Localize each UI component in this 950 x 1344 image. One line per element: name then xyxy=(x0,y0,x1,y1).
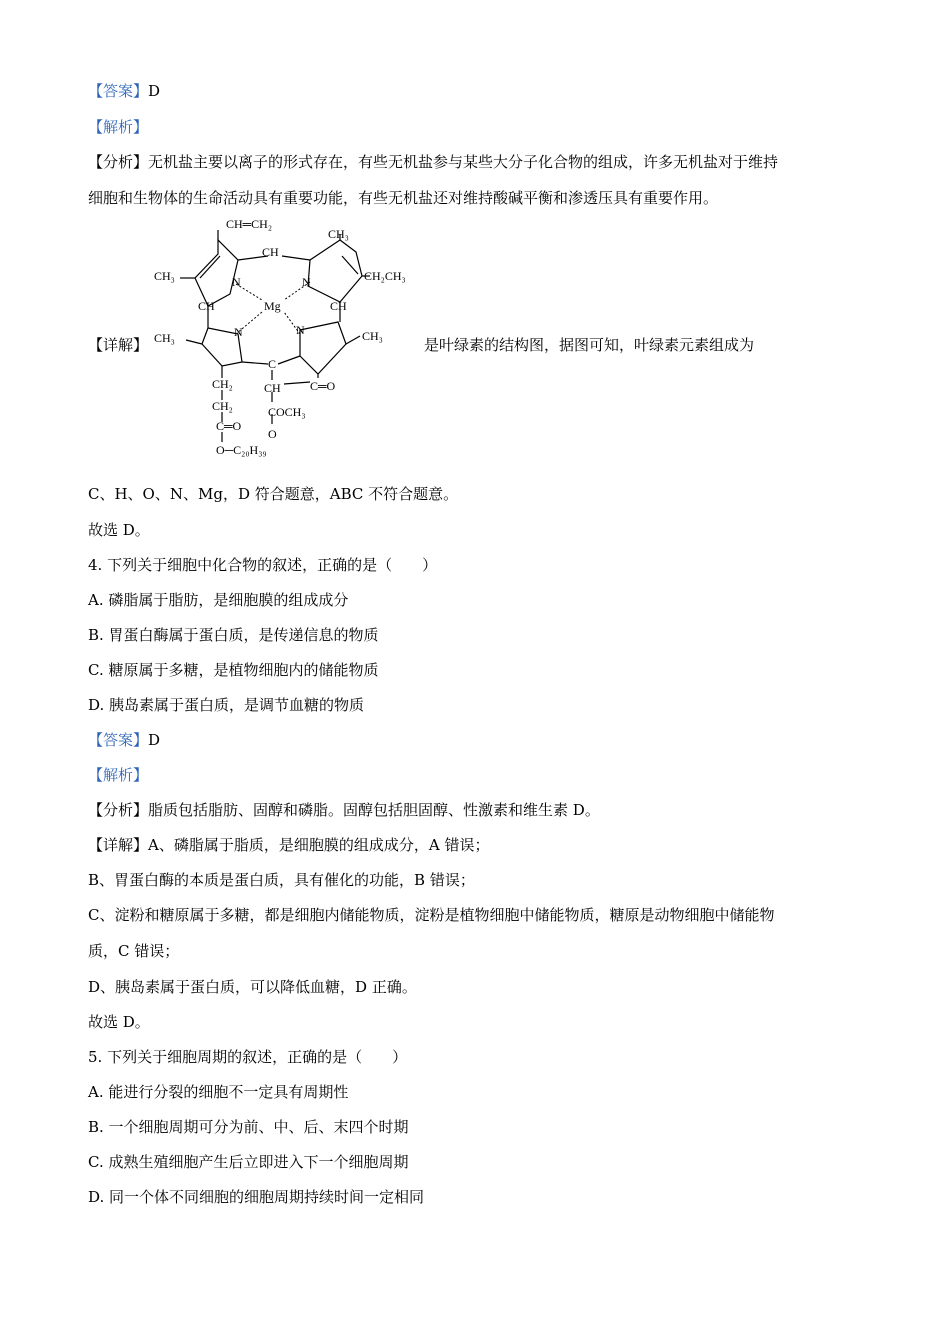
label-c-o: C═O xyxy=(216,419,242,433)
label-co-ring: C═O xyxy=(310,379,336,393)
label-ethyl: CH₂CH₃ xyxy=(364,269,406,283)
ring-bottom-right xyxy=(300,322,346,374)
q3-analysis-tag: 【解析】 xyxy=(88,118,149,136)
label-ch-ring: CH xyxy=(264,381,281,395)
q3-fenxi-line1 xyxy=(88,152,778,172)
fenxi-text: 脂质包括脂肪、固醇和磷脂。固醇包括胆固醇、性激素和维生素 D。 xyxy=(148,801,600,819)
q4-option-b: B. 胃蛋白酶属于蛋白质，是传递信息的物质 xyxy=(88,626,379,644)
fenxi-text: 无机盐主要以离子的形式存在，有些无机盐参与某些大分子化合物的组成，许多无机盐对于维持 xyxy=(148,153,779,171)
q5-option-c: C. 成熟生殖细胞产生后立即进入下一个细胞周期 xyxy=(88,1153,409,1171)
answer-tag: 【答案】 xyxy=(88,82,149,100)
q4-analysis-tag: 【解析】 xyxy=(88,766,149,784)
q3-fenxi-line2: 细胞和生物体的生命活动具有重要功能，有些无机盐还对维持酸碱平衡和渗透压具有重要作用。 xyxy=(88,189,719,207)
q4-stem: 4. 下列关于细胞中化合物的叙述，正确的是（ ） xyxy=(88,556,438,574)
label-ch3-tr: CH₃ xyxy=(328,227,349,241)
answer-value: D xyxy=(148,82,161,100)
label-ch3-ml: CH₃ xyxy=(154,331,175,345)
label-ch2-b: CH₂ xyxy=(212,399,233,413)
label-n-bl: N xyxy=(234,325,243,339)
q5-option-d: D. 同一个体不同细胞的细胞周期持续时间一定相同 xyxy=(88,1188,425,1206)
label-ch3-mr: CH₃ xyxy=(362,329,383,343)
q4-conclusion: 故选 D。 xyxy=(88,1013,150,1031)
q4-detail-c1: C、淀粉和糖原属于多糖，都是细胞内储能物质，淀粉是植物细胞中储能物质，糖原是动物细胞中储能物 xyxy=(88,906,775,924)
q5-stem: 5. 下列关于细胞周期的叙述，正确的是（ ） xyxy=(88,1048,408,1066)
label-ch2-a: CH₂ xyxy=(212,377,233,391)
fenxi-tag: 【分析】 xyxy=(88,801,149,819)
label-n-tl: N xyxy=(232,275,241,289)
label-ch3-tl: CH₃ xyxy=(154,269,175,283)
label-ch-left: CH xyxy=(198,299,215,313)
answer-tag: 【答案】 xyxy=(88,731,149,749)
q4-detail-b: B、胃蛋白酶的本质是蛋白质，具有催化的功能，B 错误； xyxy=(88,871,475,889)
q5-option-a: A. 能进行分裂的细胞不一定具有周期性 xyxy=(88,1083,349,1101)
label-n-br: N xyxy=(296,323,305,337)
ring-top-right xyxy=(308,240,362,302)
answer-value: D xyxy=(148,731,161,749)
label-n-tr: N xyxy=(302,275,311,289)
q3-answer-line xyxy=(88,81,160,101)
q4-detail-d: D、胰岛素属于蛋白质，可以降低血糖，D 正确。 xyxy=(88,978,417,996)
chlorophyll-structure-figure xyxy=(150,216,422,464)
fenxi-tag: 【分析】 xyxy=(88,153,149,171)
q4-option-c: C. 糖原属于多糖，是植物细胞内的储能物质 xyxy=(88,661,379,679)
q3-conclusion: 故选 D。 xyxy=(88,521,150,539)
q4-option-a: A. 磷脂属于脂肪，是细胞膜的组成成分 xyxy=(88,591,349,609)
q5-option-b: B. 一个细胞周期可分为前、中、后、末四个时期 xyxy=(88,1118,409,1136)
q4-fenxi xyxy=(88,800,600,820)
label-ch-bridge-top: CH xyxy=(262,245,279,259)
label-vinyl: CH═CH₂ xyxy=(226,217,273,231)
detail-text: A、磷脂属于脂质，是细胞膜的组成成分，A 错误； xyxy=(148,836,490,854)
label-cooch3: COCH₃ xyxy=(268,405,306,419)
label-mg: Mg xyxy=(264,299,281,313)
label-ester-o: O xyxy=(268,427,277,441)
q4-option-d: D. 胰岛素属于蛋白质，是调节血糖的物质 xyxy=(88,696,365,714)
detail-tag: 【详解】 xyxy=(88,836,149,854)
q3-detail-text: 是叶绿素的结构图，据图可知，叶绿素元素组成为 xyxy=(424,336,755,354)
label-c-bottom: C xyxy=(268,357,277,371)
q4-answer-line xyxy=(88,730,160,750)
q3-detail-tag: 【详解】 xyxy=(88,336,149,354)
q4-detail-a xyxy=(88,835,489,855)
ring-top-left xyxy=(195,240,238,306)
q4-detail-c2: 质，C 错误； xyxy=(88,942,180,960)
label-o-phytyl: O─C₂₀H₃₉ xyxy=(216,443,267,457)
label-ch-right: CH xyxy=(330,299,347,313)
q3-detail-line2: C、H、O、N、Mg，D 符合题意，ABC 不符合题意。 xyxy=(88,485,459,503)
